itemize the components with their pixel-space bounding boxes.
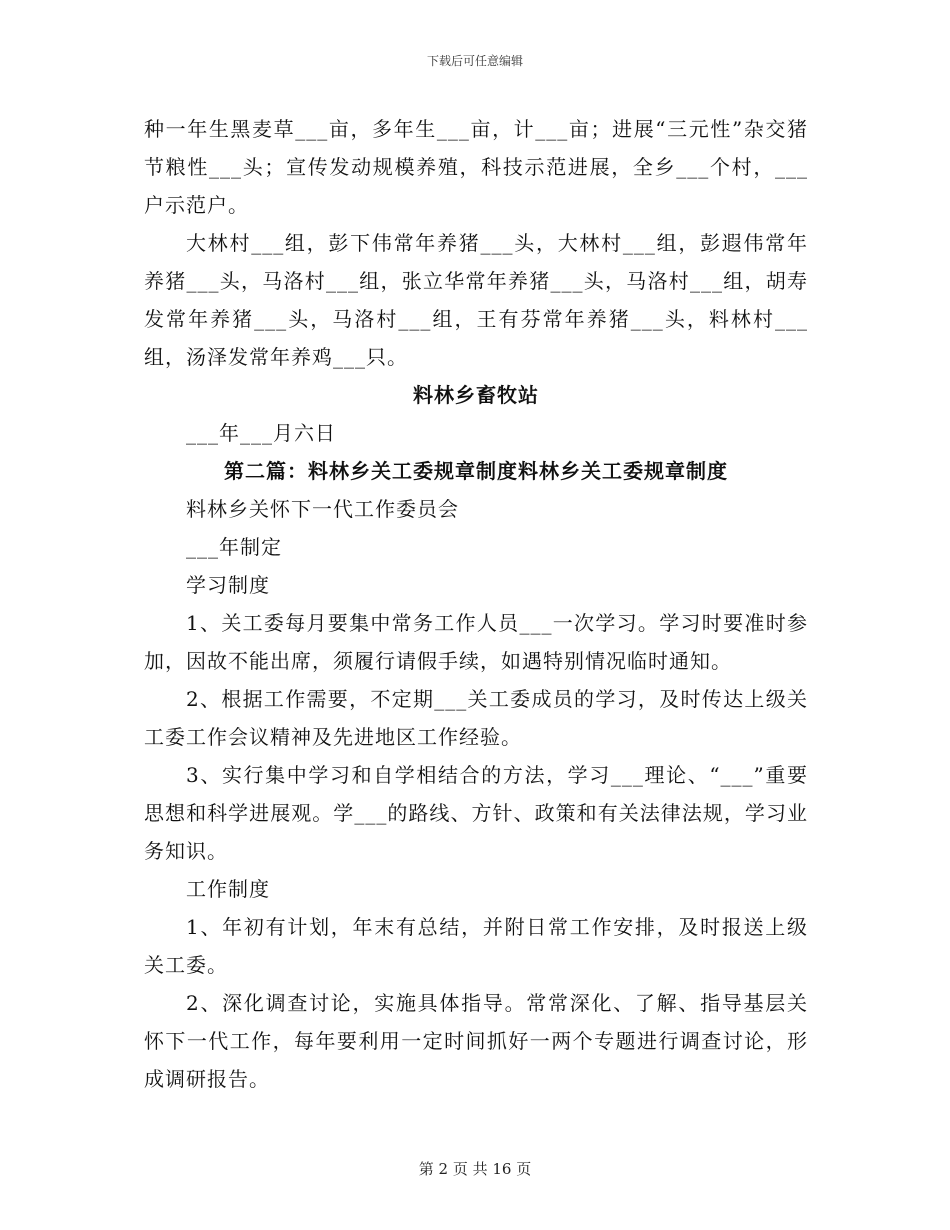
page-header: 下载后可任意编辑 xyxy=(426,54,523,68)
subheading-work: 工作制度 xyxy=(186,877,270,901)
subheading-study: 学习制度 xyxy=(186,573,270,597)
work-item-1: 1、年初有计划，年末有总结，并附日常工作安排，及时报送上级关工委。 xyxy=(144,915,808,977)
page-footer: 第 2 页 共 16 页 xyxy=(418,1160,532,1178)
signature-org: 料林乡畜牧站 xyxy=(413,383,539,407)
committee-name: 料林乡关怀下一代工作委员会 xyxy=(186,497,459,521)
paragraph-2: 大林村___组，彭下伟常年养猪___头，大林村___组，彭遐伟常年养猪___头，马洛村___组，张立华常年养猪___头，马洛村___组，胡寿发常年养猪___头，马洛村___组，王有芬常年养猪___头，料林村___组，汤泽发常年养鸡___只。 xyxy=(144,231,808,369)
paragraph-1: 种一年生黑麦草___亩，多年生___亩，计___亩；进展“三元性”杂交猪节粮性___头；宣传发动规模养殖，科技示范进展，全乡___个村，___户示范户。 xyxy=(144,117,808,217)
year-established: ___年制定 xyxy=(186,535,282,559)
study-item-3: 3、实行集中学习和自学相结合的方法，学习___理论、“___”重要思想和科学进展观。学___的路线、方针、政策和有关法律法规，学习业务知识。 xyxy=(144,763,808,863)
work-item-2: 2、深化调查讨论，实施具体指导。常常深化、了解、指导基层关怀下一代工作，每年要利用一定时间抓好一两个专题进行调查讨论，形成调研报告。 xyxy=(144,991,808,1091)
signature-date: ___年___月六日 xyxy=(186,421,336,445)
study-item-2: 2、根据工作需要，不定期___关工委成员的学习，及时传达上级关工委工作会议精神及先进地区工作经验。 xyxy=(144,687,808,749)
document-body xyxy=(144,110,808,1098)
study-item-1: 1、关工委每月要集中常务工作人员___一次学习。学习时要准时参加，因故不能出席，须履行请假手续，如遇特别情况临时通知。 xyxy=(144,611,808,673)
section-title: 第二篇：料林乡关工委规章制度料林乡关工委规章制度 xyxy=(224,459,728,483)
